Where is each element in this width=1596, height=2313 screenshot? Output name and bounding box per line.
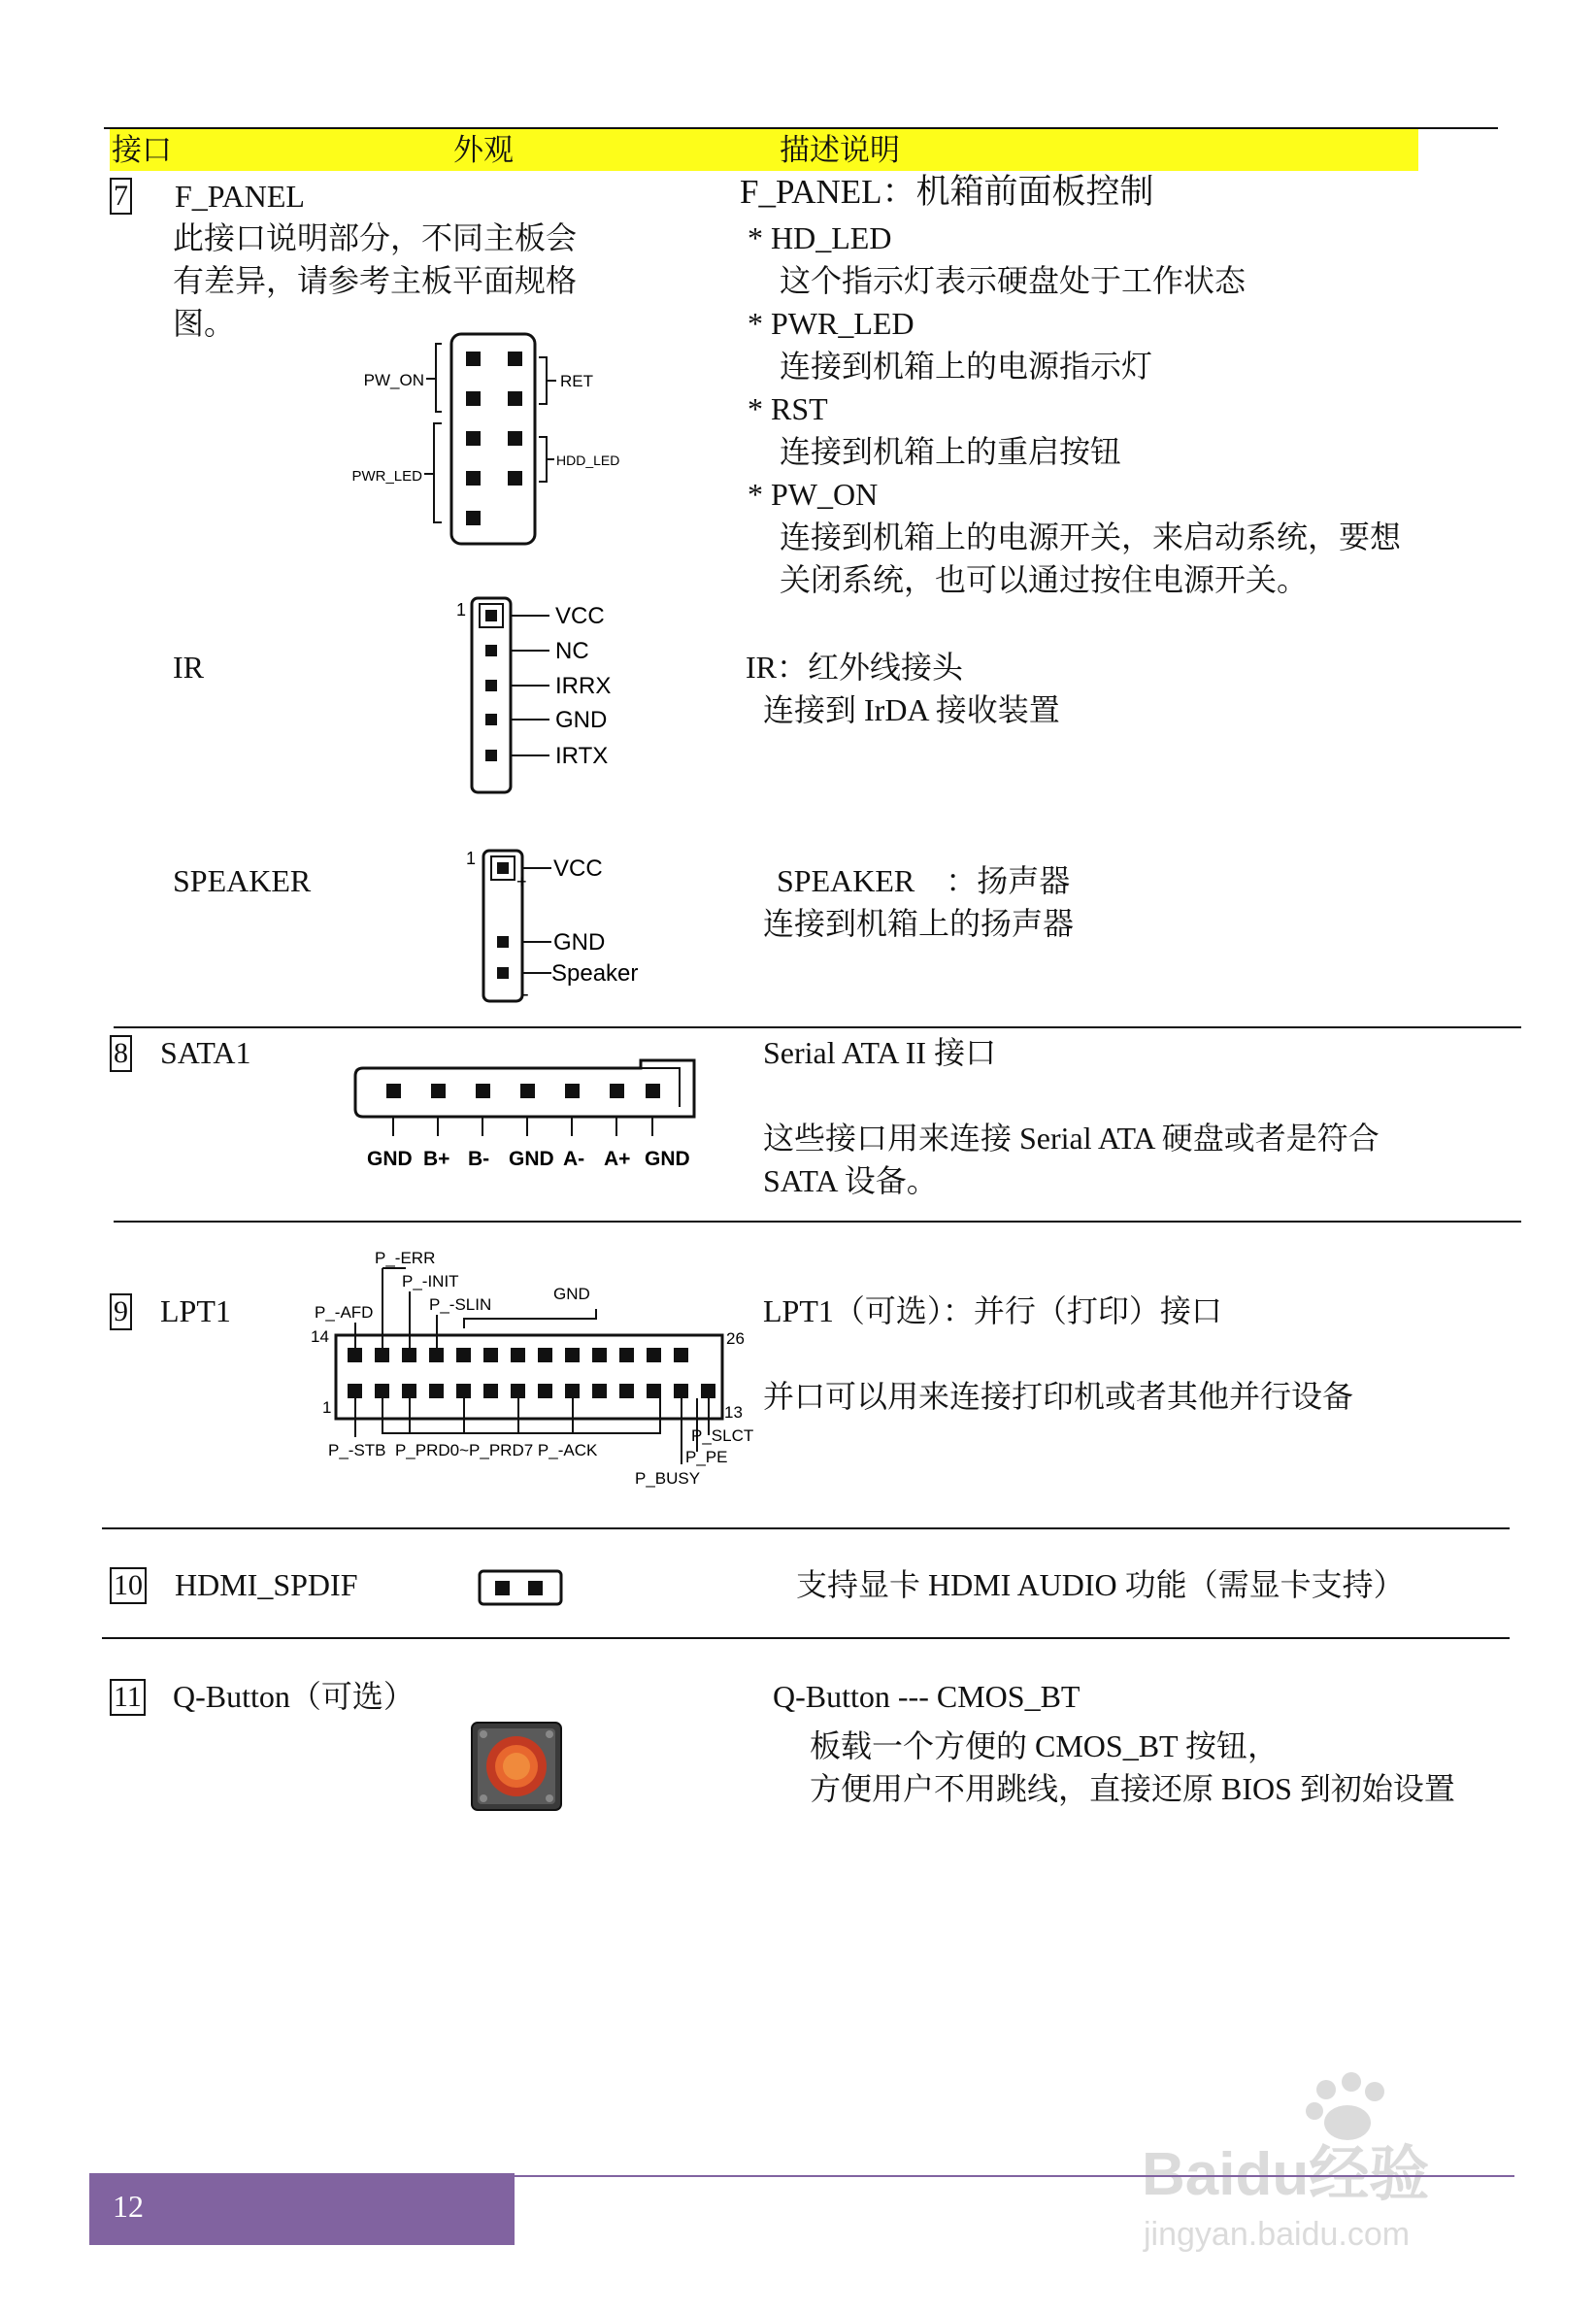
lpt-slct-label: P_SLCT — [691, 1426, 754, 1445]
divider-11 — [102, 1637, 1510, 1639]
sata-pin-2: B+ — [423, 1148, 450, 1170]
baidu-watermark — [1136, 2068, 1505, 2267]
lpt-afd-label: P_-AFD — [315, 1303, 374, 1322]
ir-pin-vcc: VCC — [555, 603, 605, 629]
section-number-10: 10 — [110, 1567, 147, 1604]
watermark-brand: Baidu经验 — [1142, 2141, 1430, 2208]
section-number-11: 11 — [110, 1679, 146, 1716]
lpt-name: LPT1 — [160, 1293, 231, 1328]
sata-pin-5: A- — [563, 1148, 585, 1170]
speaker-name: SPEAKER — [173, 863, 312, 898]
pw-on-label: PW_ON — [363, 371, 424, 389]
sata-pin-7: GND — [645, 1148, 690, 1170]
speaker-pin1-label: 1 — [466, 849, 477, 868]
lpt-diagram — [309, 1243, 775, 1495]
ir-pin1-label: 1 — [456, 600, 467, 620]
lpt-init-label: P_-INIT — [402, 1272, 459, 1291]
fpanel-desc-title: F_PANEL：机箱前面板控制 — [740, 173, 1154, 211]
qbutton-image — [470, 1721, 563, 1812]
qbutton-desc-title: Q-Button --- CMOS_BT — [773, 1679, 1081, 1714]
rst-text: 连接到机箱上的重启按钮 — [780, 434, 1122, 469]
fpanel-name: F_PANEL — [175, 179, 305, 214]
sata-name: SATA1 — [160, 1035, 251, 1070]
pw-on-name: * PW_ON — [748, 477, 879, 512]
speaker-diagram — [464, 847, 658, 1007]
ir-diagram — [454, 594, 648, 798]
divider-9 — [114, 1221, 1521, 1223]
fpanel-note-3: 图。 — [173, 306, 236, 341]
pwr-led-text: 连接到机箱上的电源指示灯 — [780, 349, 1153, 384]
sata-pin-6: A+ — [604, 1148, 631, 1170]
divider-8 — [114, 1026, 1521, 1028]
section-number-9: 9 — [110, 1293, 132, 1330]
table-header — [110, 129, 1418, 171]
fpanel-diagram — [345, 330, 646, 553]
ir-desc-text: 连接到 IrDA 接收装置 — [763, 692, 1060, 727]
pw-on-text-1: 连接到机箱上的电源开关，来启动系统，要想 — [780, 520, 1402, 554]
lpt-gnd-label: GND — [553, 1285, 590, 1303]
lpt-pe-label: P_PE — [685, 1448, 728, 1466]
fpanel-note-2: 有差异，请参考主板平面规格 — [173, 263, 578, 298]
speaker-desc-text: 连接到机箱上的扬声器 — [763, 906, 1075, 941]
watermark-url: jingyan.baidu.com — [1144, 2216, 1411, 2253]
lpt-1-label: 1 — [322, 1398, 332, 1417]
sata-pin-1: GND — [367, 1148, 413, 1170]
header-appearance: 外观 — [453, 133, 514, 167]
speaker-minus: - — [522, 984, 529, 1005]
divider-10 — [102, 1527, 1510, 1529]
speaker-pin-speaker: Speaker — [551, 960, 639, 987]
pwr-led-label: PWR_LED — [351, 468, 422, 485]
lpt-desc-text: 并口可以用来连接打印机或者其他并行设备 — [763, 1379, 1354, 1414]
sata-desc-text-1: 这些接口用来连接 Serial ATA 硬盘或者是符合 — [763, 1121, 1380, 1156]
rst-name: * RST — [748, 391, 828, 426]
speaker-plus: + — [516, 872, 527, 891]
sata-pin-3: B- — [468, 1148, 490, 1170]
sata-pin-4: GND — [509, 1148, 554, 1170]
qbutton-desc-text-1: 板载一个方便的 CMOS_BT 按钮， — [810, 1728, 1280, 1763]
lpt-26-label: 26 — [726, 1329, 745, 1348]
sata-desc-title: Serial ATA II 接口 — [763, 1035, 997, 1070]
lpt-desc-title: LPT1（可选）：并行（打印）接口 — [763, 1293, 1222, 1328]
lpt-14-label: 14 — [311, 1327, 329, 1346]
ir-pin-irtx: IRTX — [555, 743, 609, 769]
header-interface: 接口 — [112, 133, 172, 167]
speaker-pin-vcc: VCC — [553, 855, 603, 882]
lpt-slin-label: P_-SLIN — [429, 1295, 492, 1314]
hdmi-desc-text: 支持显卡 HDMI AUDIO 功能（需显卡支持） — [796, 1567, 1405, 1602]
speaker-pin-gnd: GND — [553, 929, 606, 955]
lpt-err-label: P_-ERR — [375, 1249, 436, 1267]
section-number-7: 7 — [110, 178, 132, 215]
hdmi-diagram — [478, 1569, 565, 1608]
speaker-desc-title: SPEAKER ：扬声器 — [777, 863, 1071, 898]
ir-pin-irrx: IRRX — [555, 673, 612, 699]
section-number-8: 8 — [110, 1035, 132, 1072]
ir-pin-nc: NC — [555, 638, 589, 664]
lpt-bottom-label: P_-STB P_PRD0~P_PRD7 P_-ACK — [328, 1441, 598, 1459]
pw-on-text-2: 关闭系统，也可以通过按住电源开关。 — [780, 562, 1309, 597]
hdd-led-label: HDD_LED — [556, 453, 620, 468]
footer-rule — [515, 2175, 1514, 2177]
hd-led-text: 这个指示灯表示硬盘处于工作状态 — [780, 263, 1247, 298]
page-number: 12 — [113, 2189, 144, 2224]
qbutton-desc-text-2: 方便用户不用跳线，直接还原 BIOS 到初始设置 — [810, 1771, 1455, 1806]
lpt-busy-label: P_BUSY — [635, 1469, 701, 1488]
pwr-led-name: * PWR_LED — [748, 306, 914, 341]
fpanel-note-1: 此接口说明部分，不同主板会 — [173, 220, 578, 255]
footer-page-bar — [89, 2173, 515, 2245]
ir-name: IR — [173, 650, 204, 685]
ret-label: RET — [560, 372, 593, 390]
sata-diagram — [349, 1056, 709, 1183]
lpt-13-label: 13 — [724, 1403, 743, 1422]
ir-pin-gnd: GND — [555, 707, 608, 733]
hdmi-name: HDMI_SPDIF — [175, 1567, 358, 1602]
sata-desc-text-2: SATA 设备。 — [763, 1163, 938, 1198]
qbutton-name: Q-Button（可选） — [173, 1679, 415, 1714]
ir-desc-title: IR：红外线接头 — [746, 650, 964, 685]
header-description: 描述说明 — [780, 133, 900, 167]
hd-led-name: * HD_LED — [748, 220, 892, 255]
